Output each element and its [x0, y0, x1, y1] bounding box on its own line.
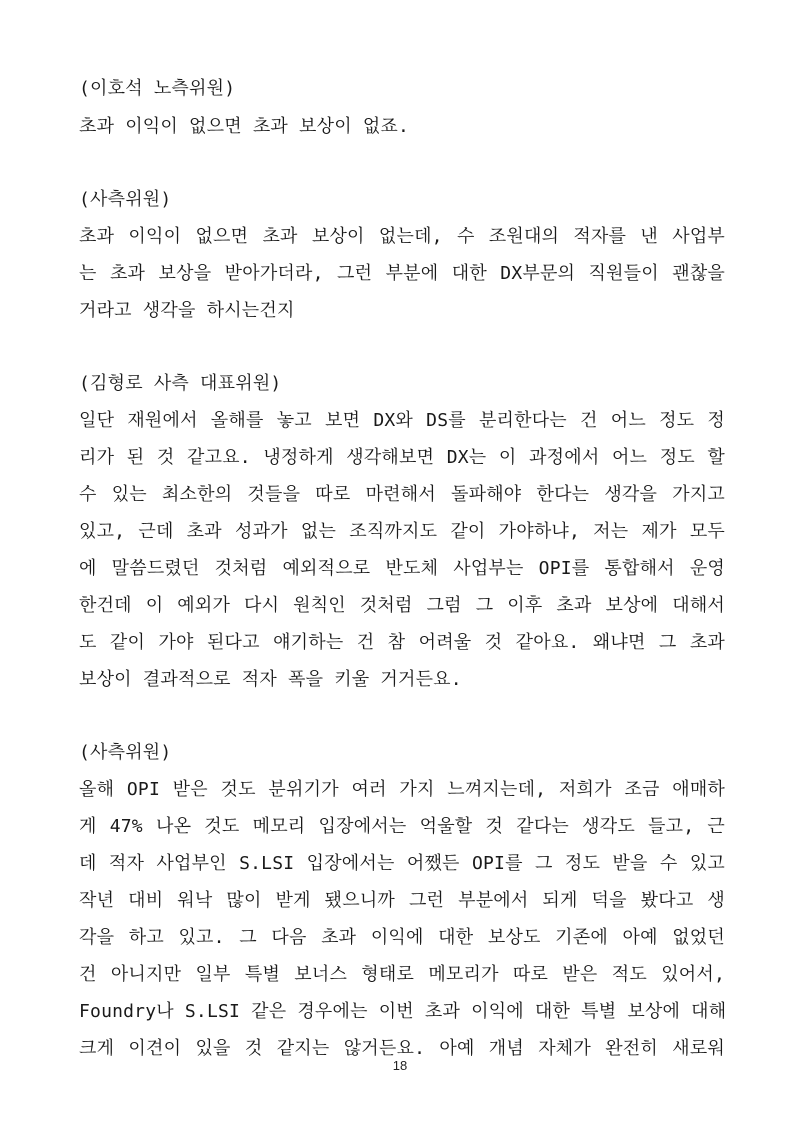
paragraph-line: 일단 재원에서 올해를 놓고 보면 DX와 DS를 분리한다는 건 어느 정도 정: [79, 410, 725, 431]
paragraph-line: Foundry나 S.LSI 같은 경우에는 이번 초과 이익에 대한 특별 보상에 대해: [79, 1001, 727, 1022]
paragraph-line: 있고, 근데 초과 성과가 없는 조직까지도 같이 가야하냐, 저는 제가 모두: [79, 521, 725, 542]
page-number: 18: [392, 1058, 408, 1073]
speaker-label: (사측위원): [79, 189, 172, 210]
paragraph-line: 도 같이 가야 된다고 얘기하는 건 참 어려울 것 같아요. 왜냐면 그 초과: [79, 632, 725, 653]
paragraph-line: 리가 된 것 같고요. 냉정하게 생각해보면 DX는 이 과정에서 어느 정도 할: [79, 447, 725, 468]
paragraph-line: 수 있는 최소한의 것들을 따로 마련해서 돌파해야 한다는 생각을 가지고: [79, 484, 725, 505]
paragraph-line: 각을 하고 있고. 그 다음 초과 이익에 대한 보상도 기존에 아예 없었던: [79, 927, 725, 948]
speaker-label: (사측위원): [79, 742, 172, 763]
paragraph-line: 건 아니지만 일부 특별 보너스 형태로 메모리가 따로 받은 적도 있어서,: [79, 964, 725, 985]
paragraph-line: 올해 OPI 받은 것도 분위기가 여러 가지 느껴지는데, 저희가 조금 애매하: [79, 779, 725, 800]
speaker-label: (이호석 노측위원): [79, 78, 236, 99]
paragraph-line: 초과 이익이 없으면 초과 보상이 없죠.: [79, 116, 410, 137]
paragraph-line: 에 말씀드렸던 것처럼 예외적으로 반도체 사업부는 OPI를 통합해서 운영: [79, 558, 725, 579]
paragraph-line: 초과 이익이 없으면 초과 보상이 없는데, 수 조원대의 적자를 낸 사업부: [79, 226, 725, 247]
paragraph-line: 작년 대비 워낙 많이 받게 됐으니까 그런 부분에서 되게 덕을 봤다고 생: [79, 890, 725, 911]
paragraph-line: 한건데 이 예외가 다시 원칙인 것처럼 그럼 그 이후 초과 보상에 대해서: [79, 595, 725, 616]
paragraph-line: 보상이 결과적으로 적자 폭을 키울 거거든요.: [79, 669, 462, 690]
paragraph-line: 게 47% 나온 것도 메모리 입장에서는 억울할 것 같다는 생각도 들고, 근: [79, 816, 725, 837]
paragraph-line: 는 초과 보상을 받아가더라, 그런 부분에 대한 DX부문의 직원들이 괜찮을: [79, 263, 725, 284]
paragraph-line: 데 적자 사업부인 S.LSI 입장에서는 어쨌든 OPI를 그 정도 받을 수 있고: [79, 853, 725, 874]
paragraph-line: 크게 이견이 있을 것 같지는 않거든요. 아예 개념 자체가 완전히 새로워: [79, 1038, 725, 1059]
paragraph-line: 거라고 생각을 하시는건지: [79, 300, 295, 321]
speaker-label: (김형로 사측 대표위원): [79, 373, 282, 394]
